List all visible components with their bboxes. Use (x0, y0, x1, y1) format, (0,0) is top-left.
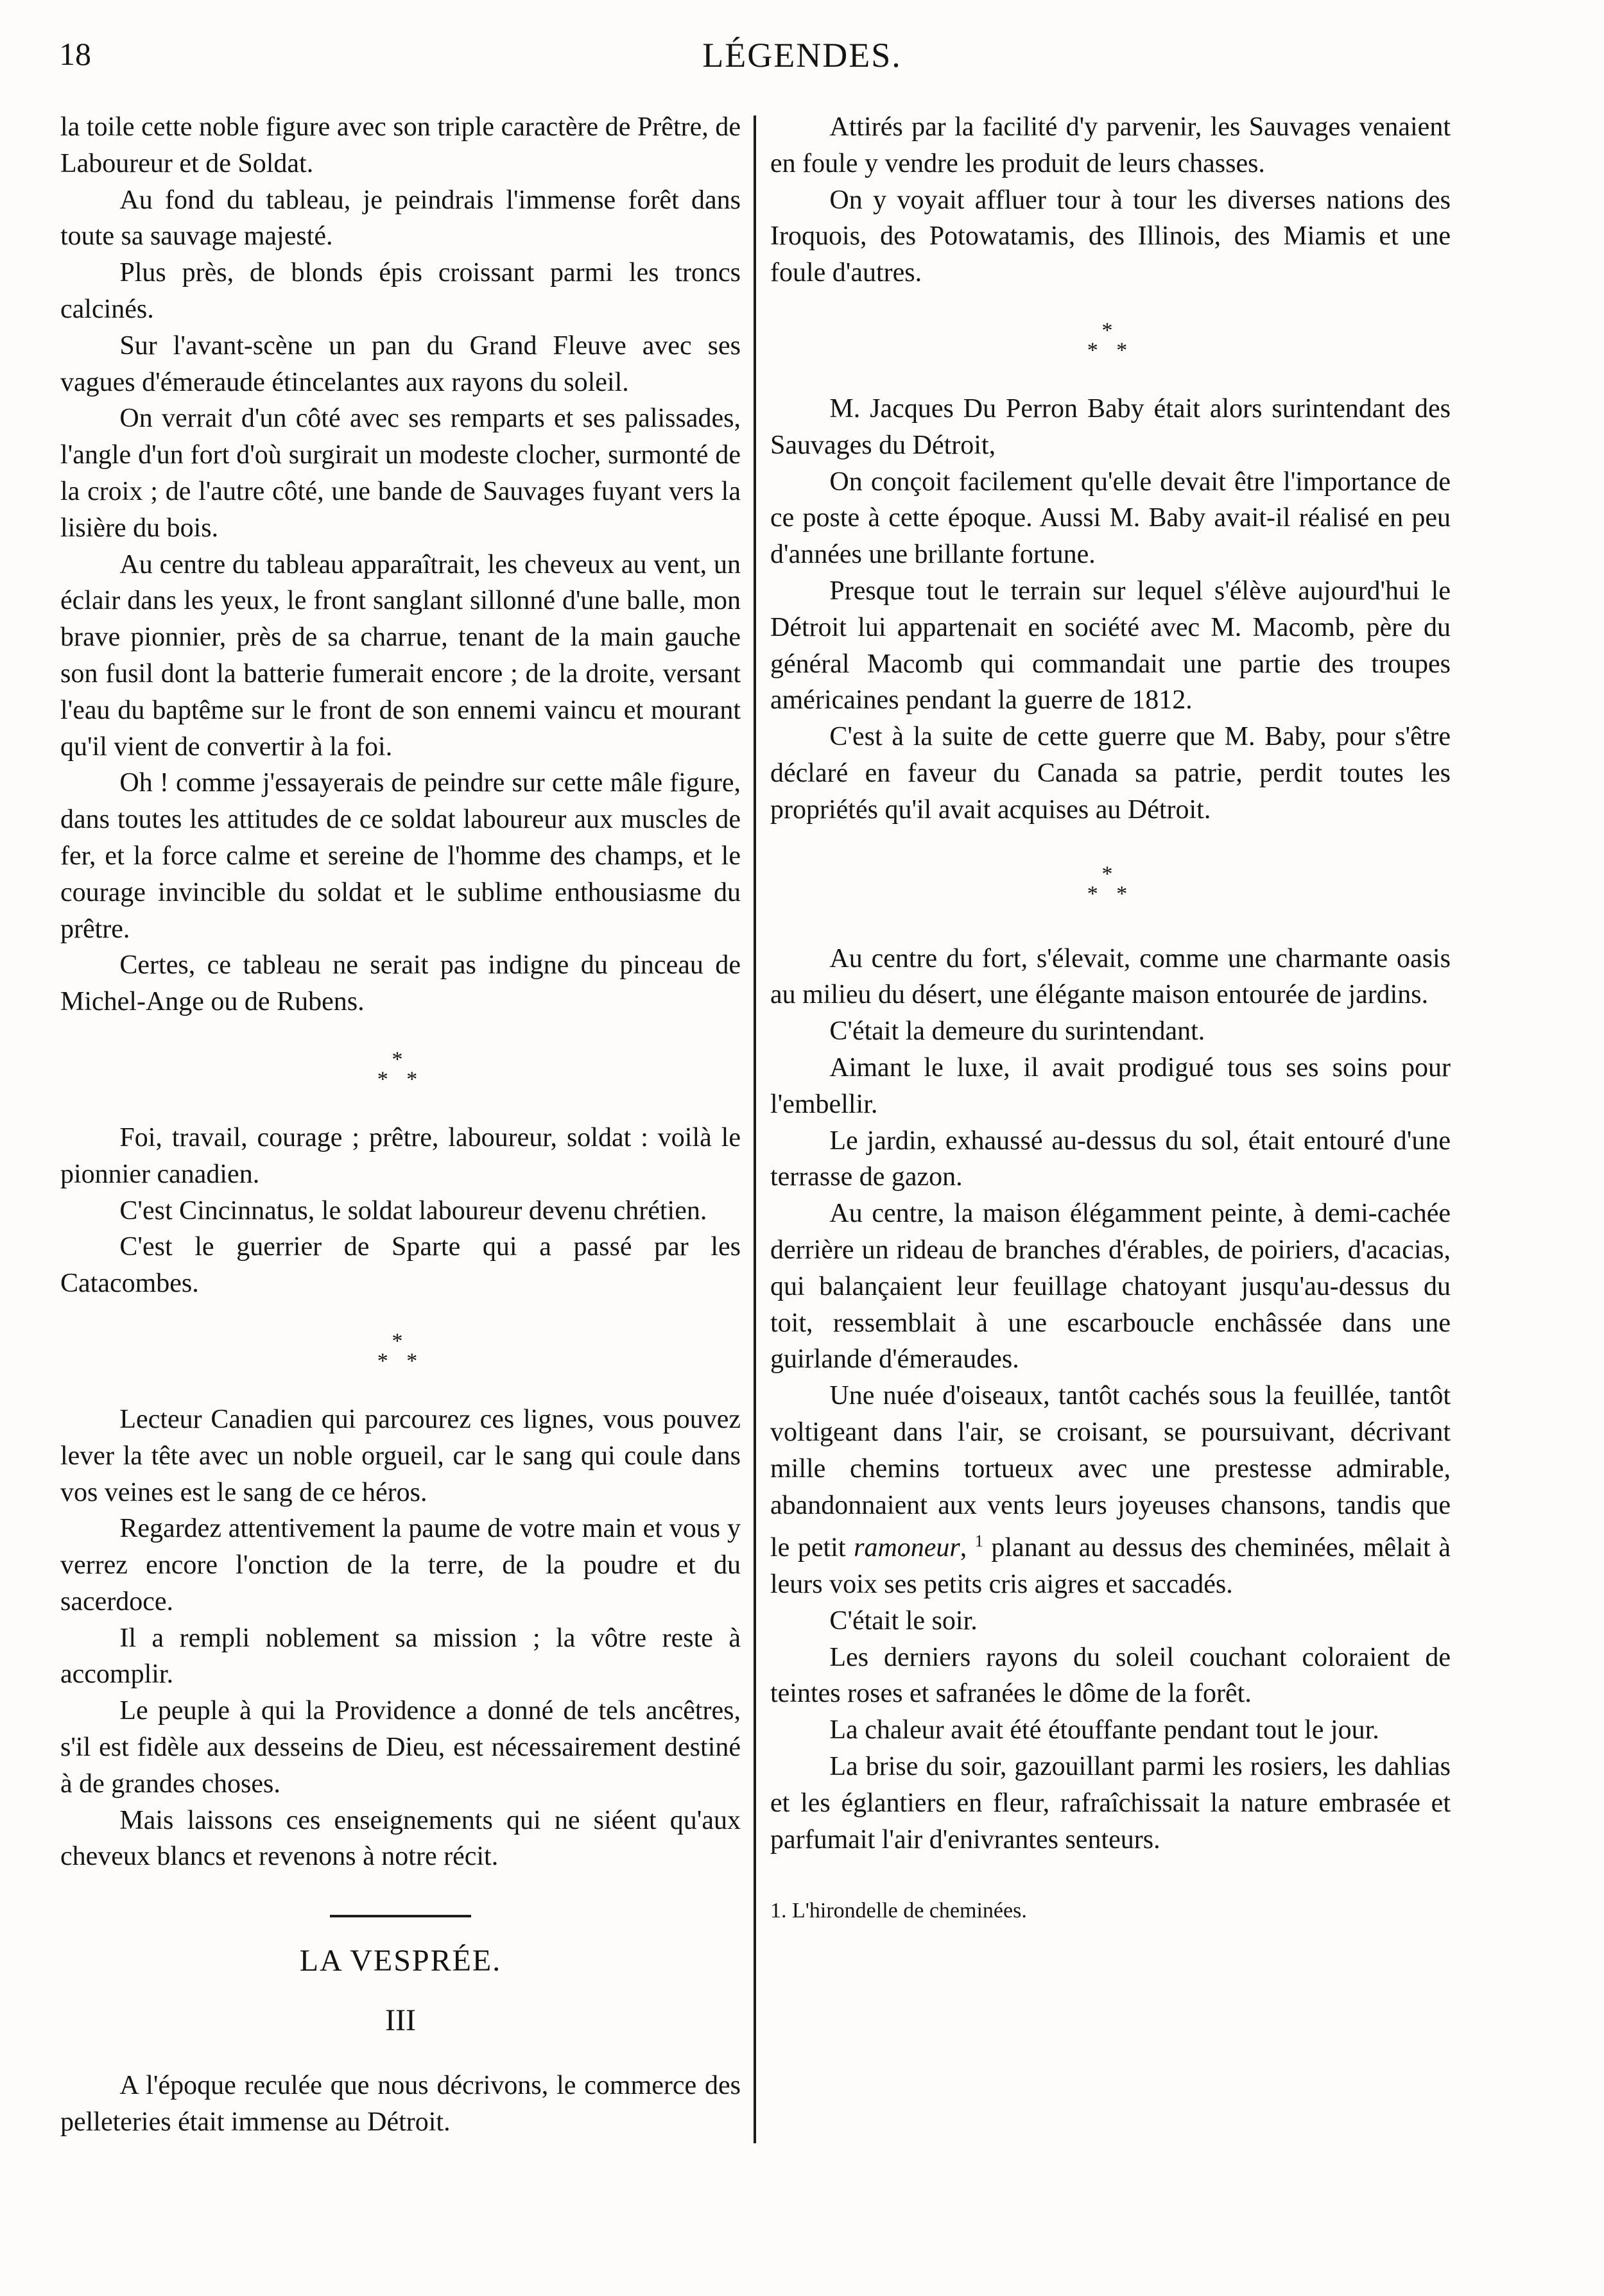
paragraph: Lecteur Canadien qui parcourez ces lignes, vous pouvez lever la tête avec un noble orgueil, car le sang qui coule dans vos veines est le sang de ce héros. (60, 1404, 741, 1507)
paragraph: Au centre du tableau apparaîtrait, les cheveux au vent, un éclair dans les yeux, le front sanglant sillonné d'une balle, mon brave pionnier, près de sa charrue, tenant de la main gauche son fusil dont la batterie fumerait encore ; de la droite, versant l'eau du baptême sur le front de son ennemi vaincu et mourant qu'il vient de convertir à la foi. (60, 549, 741, 762)
paragraph: Le jardin, exhaussé au-dessus du sol, était entouré d'une terrasse de gazon. (770, 1126, 1451, 1192)
paragraph: Mais laissons ces enseignements qui ne siéent qu'aux cheveux blancs et revenons à notre récit. (60, 1805, 741, 1872)
section-rule (330, 1915, 471, 1917)
footnote-reference: 1 (974, 1532, 983, 1551)
asterism-divider (770, 291, 1451, 391)
paragraph-text: planant au dessus des cheminées, mêlait à leurs voix ses petits cris aigres et saccadés. (770, 1533, 1451, 1600)
page-header (0, 35, 1604, 93)
paragraph: Certes, ce tableau ne serait pas indigne du pinceau de Michel-Ange ou de Rubens. (60, 950, 741, 1017)
paragraph: On conçoit facilement qu'elle devait être l'importance de ce poste à cette époque. Aussi M. Baby avait-il réalisé en peu d'années une brillante fortune. (770, 467, 1451, 570)
paragraph: A l'époque reculée que nous décrivons, le commerce des pelleteries était immense au Détroit. (60, 2070, 741, 2137)
italic-word: ramoneur (854, 1533, 960, 1563)
asterism: * * * (377, 1047, 424, 1092)
paragraph: On verrait d'un côté avec ses remparts et ses palissades, l'angle d'un fort d'où surgirait un modeste clocher, surmonté de la croix ; de l'autre côté, une bande de Sauvages fuyant vers la lisière du bois. (60, 404, 741, 543)
paragraph: Aimant le luxe, il avait prodigué tous ses soins pour l'embellir. (770, 1052, 1451, 1119)
paragraph: On y voyait affluer tour à tour les diverses nations des Iroquois, des Potowatamis, des Illinois, des Miamis et une foule d'autres. (770, 185, 1451, 288)
right-column (770, 109, 1451, 1926)
paragraph: Oh ! comme j'essayerais de peindre sur cette mâle figure, dans toutes les attitudes de ce soldat laboureur aux muscles de fer, et la force calme et sereine de l'homme des champs, et le courage invincible du soldat et le sublime enthousiasme du prêtre. (60, 768, 741, 944)
asterism-divider (770, 828, 1451, 941)
paragraph: Regardez attentivement la paume de votre main et vous y verrez encore l'onction de la terre, de la poudre et du sacerdoce. (60, 1514, 741, 1616)
paragraph: la toile cette noble figure avec son triple caractère de Prêtre, de Laboureur et de Soldat. (60, 112, 741, 178)
asterism-divider (60, 1302, 741, 1401)
paragraph: Le peuple à qui la Providence a donné de tels ancêtres, s'il est fidèle aux desseins de Dieu, est nécessairement destiné à de grandes choses. (60, 1696, 741, 1799)
paragraph: Au centre du fort, s'élevait, comme une charmante oasis au milieu du désert, une élégante maison entourée de jardins. (770, 943, 1451, 1010)
column-divider (754, 116, 756, 2143)
paragraph-text: Une nuée d'oiseaux, tantôt cachés sous la feuillée, tantôt voltigeant dans l'air, se croisant, se poursuivant, décrivant mille chemins tortueux avec une prestesse admirable, abandonnaient aux vents leurs joyeuses chansons, tandis que le petit (770, 1381, 1451, 1563)
paragraph: C'est à la suite de cette guerre que M. Baby, pour s'être déclaré en faveur du Canada sa patrie, perdit toutes les propriétés qu'il avait acquises au Détroit. (770, 722, 1451, 825)
running-title: LÉGENDES. (702, 36, 902, 74)
paragraph: Sur l'avant-scène un pan du Grand Fleuve avec ses vagues d'émeraude étincelantes aux rayons du soleil. (60, 330, 741, 397)
page-number: 18 (59, 36, 91, 72)
section-title: LA VESPRÉE. (299, 1944, 502, 1978)
paragraph: C'était le soir. (829, 1606, 978, 1636)
paragraph: C'est Cincinnatus, le soldat laboureur devenu chrétien. (119, 1195, 707, 1226)
left-column (60, 109, 741, 2140)
paragraph: La brise du soir, gazouillant parmi les rosiers, les dahlias et les églantiers en fleur, rafraîchissait la nature embrasée et parfumait l'air d'enivrantes senteurs. (770, 1752, 1451, 1855)
paragraph: M. Jacques Du Perron Baby était alors surintendant des Sauvages du Détroit, (770, 393, 1451, 460)
paragraph: Au centre, la maison élégamment peinte, à demi-cachée derrière un rideau de branches d'érables, de poiriers, d'acacias, qui balançaient leur feuillage chatoyant jusqu'au-dessus du toit, ressemblait à une escarboucle enchâssée dans une guirlande d'émeraudes. (770, 1199, 1451, 1375)
footnote-separator (770, 1858, 1451, 1896)
paragraph: La chaleur avait été étouffante pendant tout le jour. (829, 1715, 1379, 1745)
paragraph: Presque tout le terrain sur lequel s'élève aujourd'hui le Détroit lui appartenait en société avec M. Macomb, père du général Macomb qui commandait une partie des troupes américaines pendant la guerre de 1812. (770, 576, 1451, 715)
asterism: * * * (1087, 862, 1134, 906)
paragraph: Plus près, de blonds épis croissant parmi les troncs calcinés. (60, 258, 741, 324)
paragraph: C'est le guerrier de Sparte qui a passé par les Catacombes. (60, 1232, 741, 1299)
section-number: III (385, 2003, 416, 2038)
asterism-divider (60, 1020, 741, 1120)
paragraph: Une nuée d'oiseaux, tantôt cachés sous la feuillée, tantôt voltigeant dans l'air, se croisant, se poursuivant, décrivant mille chemins tortueux avec une prestesse admirable, abandonnaient aux vents leurs joyeuses chansons, tandis que le petit ramoneur, $^1$ planant au dessus des cheminées, mêlait à leurs voix ses petits cris aigres et saccadés. (770, 1381, 1451, 1600)
paragraph: Au fond du tableau, je peindrais l'immense forêt dans toute sa sauvage majesté. (60, 185, 741, 252)
paragraph: Foi, travail, courage ; prêtre, laboureur, soldat : voilà le pionnier canadien. (60, 1122, 741, 1189)
footnote: 1. L'hirondelle de cheminées. (770, 1899, 1027, 1923)
asterism: * * * (377, 1329, 424, 1373)
paragraph: Il a rempli noblement sa mission ; la vôtre reste à accomplir. (60, 1623, 741, 1690)
paragraph: Attirés par la facilité d'y parvenir, les Sauvages venaient en foule y vendre les produit de leurs chasses. (770, 112, 1451, 178)
asterism: * * * (1087, 318, 1134, 363)
paragraph: C'était la demeure du surintendant. (829, 1016, 1205, 1047)
paragraph: Les derniers rayons du soleil couchant coloraient de teintes roses et safranées le dôme de la forêt. (770, 1642, 1451, 1709)
